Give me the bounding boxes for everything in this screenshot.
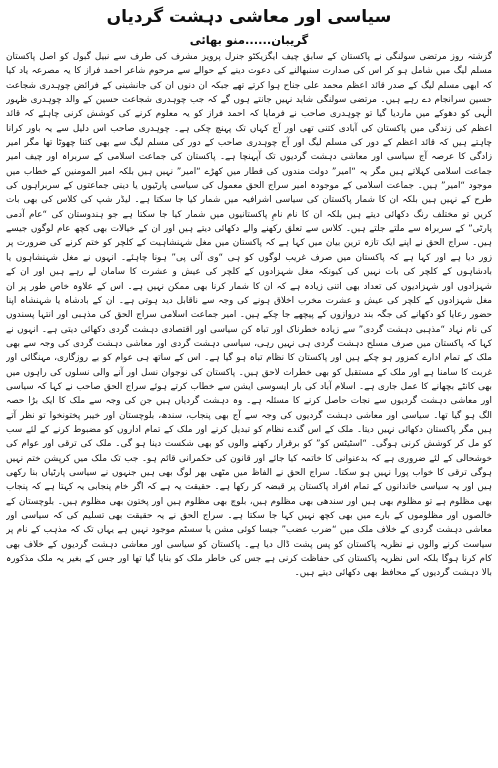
article-body: گزشتہ روز مرتضی سولنگی نے پاکستان کے سابق چیف ایگزیکٹو جنرل پرویز مشرف کی طرف سے نبیل گبول کو اصل پاکستان مسلم لیگ میں شامل ہو کر اس کی صدارت سنبھالنے کی دعوت دینے کے حوالے سے مرحوم شاعر احمد فراز کا یہ مصرعہ یاد کیا کہ ابھی مسلم لیگ کے صدر قائد اعظم محمد علی جناح ہوا کرتے تھے جبکہ ان دنوں ان کی جانشینی کے فرائض چوہدری شجاعت حسین سرانجام دے رہے ہیں۔ مرتضی سولنگی شاید نہیں جانتے ہوں گے کہ جب چوہدری شجاعت حسین کے والد چوہدری ظہور الٰہی کو دھوکے میں ماردیا گیا تو چوہدری صاحب نے فرمایا کہ احمد فراز کو یہ معلوم کرنے کی کوشش کرنی چاہئے کہ قائد اعظم کی زندگی میں پاکستان کی آبادی کتنی تھی اور آج کہاں تک پہنچ چکی ہے۔ چوہدری صاحب اس دلیل سے یہ باور کرانا چاہتے ہیں کہ قائد اعظم کے دور کی مسلم لیگ اور آج چوہدری صاحب کے دور کی مسلم لیگ سے بھی کتنا چھوٹا تھا مگر امیر زادگی کا عرصہ آج سیاسی اور معاشی دہشت گردیوں تک آپہنچا ہے۔ پاکستان کی جماعت اسلامی کے سربراہ اور چیف امیر جماعت اسلامی کہلاتے ہیں مگر یہ “امیر” دولت مندوں کی قطار میں کھڑے “امیر” نہیں ہیں بلکہ امیر المومنین کے خطاب میں موجود “امیر” ہیں۔ جماعت اسلامی کے موجودہ امیر سراج الحق معمول کی سیاسی پارٹیوں یا دینی جماعتوں کے سربراہوں کی طرح کے نہیں ہیں بلکہ ان کا شمار پاکستان کی سیاسی اشرافیہ میں شمار کیا جا سکتا ہے۔ لیڈر شپ کی کلاس کی بھی بات کریں تو مختلف رنگ دکھائی دیتے ہیں بلکہ ان کا نام نامِ پاکستانیوں میں شمار کیا جا سکتا ہے جو ہندوستان کی “عام آدمی پارٹی” کے سربراہ سے ملتے جلتے ہیں۔ کلاس سے تعلق رکھنے والے دکھائی دیتے ہیں اور ان کے خیالات بھی کچھ عام لوگوں جیسے ہیں۔ سراج الحق نے اپنے ایک تازہ ترین بیان میں کہا ہے کہ پاکستان میں مغل شہنشاہیت کے کلچر کو ختم کرنے کی ضرورت پر زور دیا ہے اور کہا ہے کہ پاکستان میں صرف غریب لوگوں کو ہی “وی آئی پی” ہونا چاہئے۔ انہوں نے مغل شہنشاہوں یا بادشاہوں کے کلچر کی بات نہیں کی کیونکہ مغل شہزادوں کے کلچر کی عیش و عشرت کا سامان لے رہے ہیں اور ان کے شہزادوں اور شہزادیوں کی تعداد بھی اتنی زیادہ ہے کہ ان کا شمار کرنا بھی ممکن نہیں ہے۔ اس کے علاوہ خاص طور پر ان مغل شہزادوں کے کلچر کی عیش و عشرت مخرب اخلاق ہونے کی وجہ سے ناقابل دید ہوتی ہے۔ ان کے بادشاہ یا شہنشاہ اپنا حضور رعایا کو دکھانے کی جگہ بند دروازوں کے پیچھے جا چکے ہیں۔ امیر جماعت اسلامی سراج الحق کی مذہبی اور انتہا پسندوں کی نام نہاد “مذہبی دہشت گردی” سے زیادہ خطرناک اور تباہ کن سیاسی اور اقتصادی دہشت گردی دکھائی دیتی ہے۔ انہوں نے کہا کہ پاکستان میں صرف مسلح دہشت گردی ہی نہیں رہی، سیاسی دہشت گردی اور معاشی دہشت گردی کی وجہ سے بھی ملک کے تمام ادارے کمزور ہو چکے ہیں اور پاکستان کا نظام تباہ ہو گیا ہے۔ اس کے ساتھ ہی عوام کو بے روزگاری، مہنگائی اور غربت کا سامنا ہے اور ملک کے مستقبل کو بھی خطرات لاحق ہیں۔ پاکستان کی نوجوان نسل اور آنے والی نسلوں کی راہوں میں بھی کانٹے بچھانے کا عمل جاری ہے۔ اسلام آباد کی بار ایسوسی ایشن سے خطاب کرتے ہوئے سراج الحق صاحب نے کہا کہ سیاسی اور معاشی دہشت گردیوں سے نجات حاصل کرنے کا مسئلہ ہے۔ وہ دہشت گردیاں ہیں جن کی وجہ سے ملک کا ایک بڑا حصہ الگ ہو گیا تھا۔ سیاسی اور معاشی دہشت گردیوں کی وجہ سے آج بھی پنجاب، سندھ، بلوچستان اور خیبر پختونخوا تو نظر آتے ہیں مگر پاکستان دکھائی نہیں دیتا۔ ملک کے اس گندے نظام کو تبدیل کرنے اور ملک کے تمام اداروں کو مضبوط کرنے کے لئے سب کو مل کر کوشش کرنی ہوگی۔ “اسٹیٹس کو” کو برقرار رکھنے والوں کو بھی شکست دینا ہو گی۔ ملک کی ترقی اور عوام کی خوشحالی کے لئے ضروری ہے کہ بدعنوانی کا خاتمہ کیا جائے اور قانون کی حکمرانی قائم ہو۔ جب تک ملک میں کرپشن ختم نہیں ہوگی ترقی کا خواب پورا نہیں ہو سکتا۔ سراج الحق نے الفاظ میں مٹھی بھر لوگ بھی ہیں جنہوں نے سیاسی پارٹیاں بنا رکھی ہیں اور یہ سیاسی خاندانوں کے تمام افراد پاکستان پر قبضہ کر رکھا ہے۔ حقیقت یہ ہے کہ اگر خام پنجابی یہ کہتا ہے کہ پنجاب بھی مظلوم ہے تو مظلوم بھی ہیں اور سندھی بھی مظلوم ہیں، بلوچ بھی مظلوم ہیں اور پختون بھی مظلوم ہیں۔ بلوچستان کے خالصوں اور مظلوموں کے بارے میں بھی کچھ نہیں کہا جا سکتا ہے۔ سراج الحق نے یہ حقیقت بھی تسلیم کی کہ سیاسی اور معاشی دہشت گردی کے خلاف ملک میں “ضرب عضب” جیسا کوئی مشن یا سسٹم موجود نہیں ہے یہاں تک کہ مذہب کے نام پر سیاست کرنے والوں نے نظریہ پاکستان کو پس پشت ڈال دیا ہے۔ پاکستان کو سیاسی اور معاشی دہشت گردیوں کے خلاف بھی کام کرنا ہوگا بلکہ اس نظریہ پاکستان کی حفاظت کرنی ہے جس کی خاطر ملک کو بنایا گیا تھا اور جس کے بغیر یہ ملک مذکورہ بالا دہشت گردیوں کے محافظ بھی دکھائی دیتے ہیں۔: [6, 52, 492, 579]
article-headline: سیاسی اور معاشی دہشت گردیاں: [106, 7, 392, 27]
article-byline: گریبان......منو بھائی: [189, 33, 309, 47]
